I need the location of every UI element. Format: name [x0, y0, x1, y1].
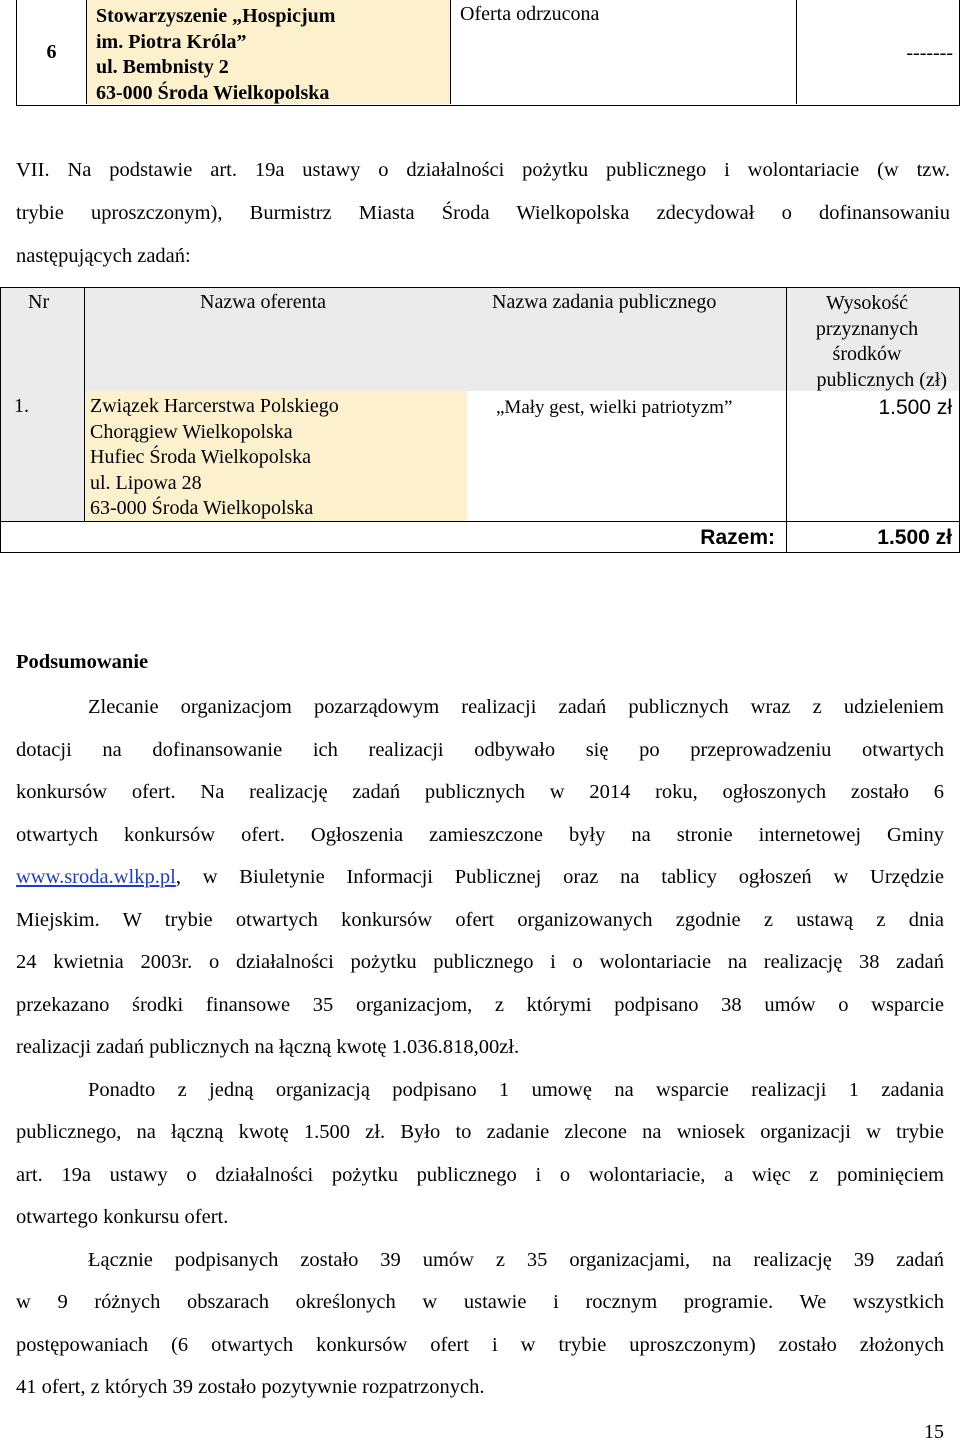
header-task: Nazwa zadania publicznego	[492, 291, 717, 313]
section-vii-line: trybie uproszczonym), Burmistrz Miasta Środa Wielkopolska zdecydował o dofinansowaniu	[16, 202, 950, 224]
summary-line: otwartego konkursu ofert.	[16, 1206, 229, 1228]
row-number: 6	[17, 0, 87, 104]
summary-line: konkursów ofert. Na realizację zadań publicznych w 2014 roku, ogłoszonych zostało 6	[16, 781, 944, 803]
summary-heading: Podsumowanie	[16, 651, 149, 673]
total-label: Razem:	[700, 526, 775, 549]
row-offeror	[90, 394, 339, 522]
offeror-line: Hufiec Środa Wielkopolska	[90, 446, 311, 469]
summary-line: Zlecanie organizacjom pozarządowym realizacji zadań publicznych wraz z udzieleniem	[88, 696, 944, 718]
organization-cell	[87, 0, 451, 104]
org-line: ul. Bembnisty 2	[96, 56, 229, 78]
summary-line: dotacji na dofinansowanie ich realizacji odbywało się po przeprowadzeniu otwartych	[16, 739, 944, 761]
row-task: „Mały gest, wielki patriotyzm”	[496, 397, 733, 418]
summary-line: Łącznie podpisanych zostało 39 umów z 35 organizacjami, na realizację 39 zadań	[88, 1249, 944, 1271]
amount-cell: -------	[906, 42, 953, 64]
summary-line: realizacji zadań publicznych na łączną kwotę 1.036.818,00zł.	[16, 1036, 520, 1058]
summary-line-rest: , w Biuletynie Informacji Publicznej oraz na tablicy ogłoszeń w Urzędzie	[175, 866, 944, 888]
grant-table	[0, 287, 960, 553]
summary-line: przekazano środki finansowe 35 organizacjom, z którymi podpisano 38 umów o wsparcie	[16, 994, 944, 1016]
offeror-line: ul. Lipowa 28	[90, 471, 202, 494]
header-amount-line: środków	[832, 343, 902, 365]
offeror-line: 63-000 Środa Wielkopolska	[90, 497, 314, 520]
header-amount-line: Wysokość	[825, 292, 909, 314]
summary-line: Miejskim. W trybie otwartych konkursów ofert organizowanych zgodnie z ustawą z dnia	[16, 909, 944, 931]
header-amount-line: publicznych (zł)	[816, 368, 947, 391]
summary-line	[16, 856, 944, 899]
row-amount: 1.500 zł	[878, 396, 952, 419]
offer-table-fragment	[16, 0, 960, 106]
summary-line: postępowaniach (6 otwartych konkursów ofert i w trybie uproszczonym) zostało złożonych	[16, 1334, 944, 1356]
offeror-line: Chorągiew Wielkopolska	[90, 420, 293, 443]
summary-line: art. 19a ustawy o działalności pożytku publicznego i o wolontariacie, a więc z pominięciem	[16, 1164, 944, 1186]
section-vii-line: VII. Na podstawie art. 19a ustawy o działalności pożytku publicznego i wolontariacie (w tzw.	[16, 159, 950, 181]
summary-line: Ponadto z jedną organizacją podpisano 1 umowę na wsparcie realizacji 1 zadania	[88, 1079, 944, 1101]
gmina-website-link[interactable]: www.sroda.wlkp.pl	[16, 866, 176, 888]
summary-line: w 9 różnych obszarach określonych w ustawie i rocznym programie. We wszystkich	[16, 1291, 944, 1313]
header-amount	[787, 291, 947, 393]
total-value: 1.500 zł	[877, 526, 952, 549]
header-offeror: Nazwa oferenta	[200, 291, 327, 313]
row-nr: 1.	[14, 395, 29, 417]
header-nr: Nr	[28, 291, 50, 313]
offeror-line: Związek Harcerstwa Polskiego	[90, 395, 339, 417]
summary-line: publicznego, na łączną kwotę 1.500 zł. Było to zadanie zlecone na wniosek organizacji w trybie	[16, 1121, 944, 1143]
org-line: Stowarzyszenie „Hospicjum	[96, 5, 336, 27]
section-vii-line: następujących zadań:	[16, 245, 191, 267]
org-line: im. Piotra Króla”	[96, 30, 247, 53]
org-line: 63-000 Środa Wielkopolska	[96, 81, 330, 104]
summary-line: 24 kwietnia 2003r. o działalności pożytku publicznego i o wolontariacie na realizację 38 zadań	[16, 951, 944, 973]
status-cell: Oferta odrzucona	[451, 0, 797, 104]
header-amount-line: przyznanych	[815, 317, 919, 340]
summary-line: otwartych konkursów ofert. Ogłoszenia zamieszczone były na stronie internetowej Gminy	[16, 824, 944, 846]
page-number: 15	[924, 1421, 944, 1443]
summary-line: 41 ofert, z których 39 zostało pozytywnie rozpatrzonych.	[16, 1376, 485, 1398]
